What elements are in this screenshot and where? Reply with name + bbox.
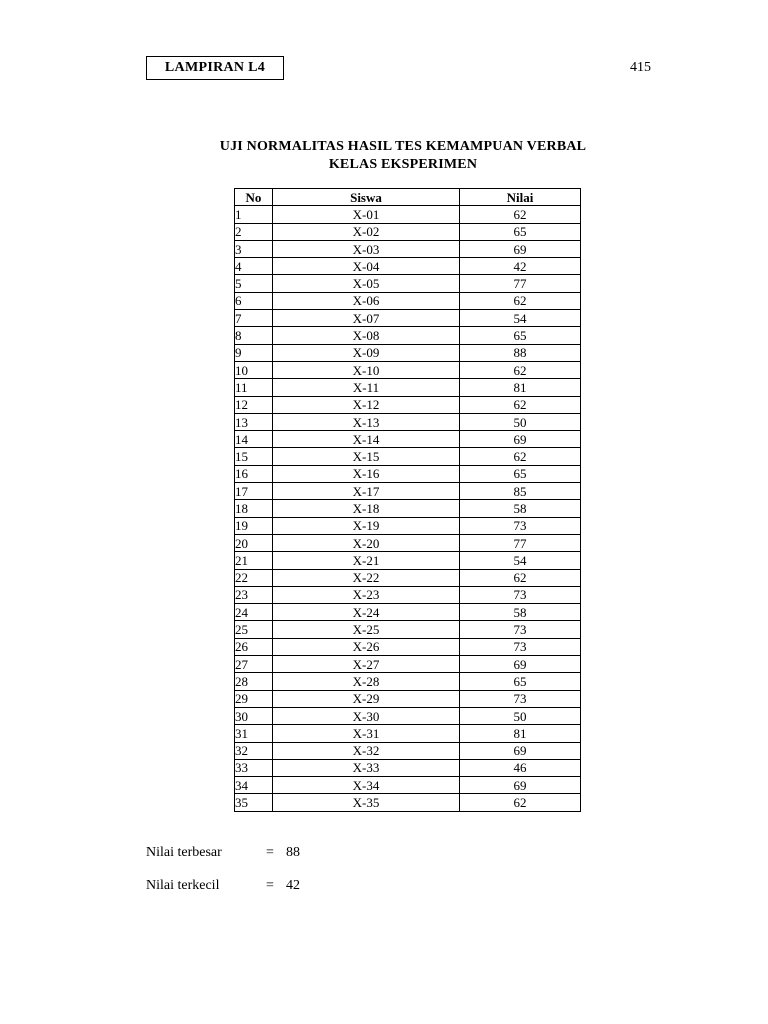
scores-table: [234, 188, 581, 812]
cell-siswa: X-19: [273, 517, 460, 534]
cell-siswa: X-16: [273, 465, 460, 482]
table-row: [235, 431, 581, 448]
cell-no: 3: [235, 240, 273, 257]
cell-siswa: X-15: [273, 448, 460, 465]
cell-siswa: X-22: [273, 569, 460, 586]
cell-no: 20: [235, 534, 273, 551]
table-row: [235, 223, 581, 240]
cell-no: 35: [235, 794, 273, 811]
cell-nilai: 62: [460, 569, 581, 586]
cell-no: 4: [235, 258, 273, 275]
cell-siswa: X-12: [273, 396, 460, 413]
cell-no: 14: [235, 431, 273, 448]
cell-no: 10: [235, 361, 273, 378]
document-title-line-2: KELAS EKSPERIMEN: [328, 157, 478, 172]
cell-nilai: 73: [460, 586, 581, 603]
cell-nilai: 46: [460, 759, 581, 776]
column-header-siswa: Siswa: [273, 189, 460, 206]
cell-siswa: X-21: [273, 552, 460, 569]
cell-nilai: 88: [460, 344, 581, 361]
cell-nilai: 73: [460, 690, 581, 707]
table-row: [235, 379, 581, 396]
cell-no: 6: [235, 292, 273, 309]
table-row: [235, 310, 581, 327]
cell-nilai: 50: [460, 707, 581, 724]
cell-nilai: 58: [460, 604, 581, 621]
cell-nilai: 69: [460, 240, 581, 257]
table-row: [235, 673, 581, 690]
cell-nilai: 62: [460, 794, 581, 811]
appendix-label: LAMPIRAN L4: [146, 56, 284, 80]
cell-no: 2: [235, 223, 273, 240]
cell-siswa: X-25: [273, 621, 460, 638]
cell-siswa: X-17: [273, 483, 460, 500]
cell-siswa: X-20: [273, 534, 460, 551]
cell-no: 23: [235, 586, 273, 603]
cell-nilai: 54: [460, 310, 581, 327]
cell-nilai: 85: [460, 483, 581, 500]
cell-no: 11: [235, 379, 273, 396]
cell-no: 5: [235, 275, 273, 292]
table-row: [235, 413, 581, 430]
table-row: [235, 725, 581, 742]
cell-no: 32: [235, 742, 273, 759]
summary-max-value: 88: [286, 845, 300, 860]
table-row: [235, 794, 581, 811]
cell-no: 30: [235, 707, 273, 724]
cell-no: 25: [235, 621, 273, 638]
cell-no: 7: [235, 310, 273, 327]
cell-nilai: 54: [460, 552, 581, 569]
cell-siswa: X-13: [273, 413, 460, 430]
cell-siswa: X-04: [273, 258, 460, 275]
cell-no: 26: [235, 638, 273, 655]
cell-nilai: 50: [460, 413, 581, 430]
cell-siswa: X-34: [273, 777, 460, 794]
cell-nilai: 69: [460, 431, 581, 448]
cell-nilai: 42: [460, 258, 581, 275]
cell-nilai: 69: [460, 777, 581, 794]
cell-siswa: X-07: [273, 310, 460, 327]
cell-nilai: 65: [460, 327, 581, 344]
cell-siswa: X-09: [273, 344, 460, 361]
cell-no: 24: [235, 604, 273, 621]
summary-min-label: Nilai terkecil: [146, 878, 220, 893]
cell-nilai: 73: [460, 621, 581, 638]
summary-min-value: 42: [286, 878, 300, 893]
cell-siswa: X-11: [273, 379, 460, 396]
document-title-line-1: UJI NORMALITAS HASIL TES KEMAMPUAN VERBAL: [219, 139, 587, 154]
cell-no: 13: [235, 413, 273, 430]
column-header-no: No: [235, 189, 273, 206]
page-number: 415: [630, 60, 651, 75]
cell-no: 21: [235, 552, 273, 569]
table-row: [235, 638, 581, 655]
table-row: [235, 534, 581, 551]
cell-siswa: X-01: [273, 206, 460, 223]
cell-siswa: X-24: [273, 604, 460, 621]
cell-no: 8: [235, 327, 273, 344]
cell-siswa: X-27: [273, 656, 460, 673]
cell-nilai: 73: [460, 517, 581, 534]
table-row: [235, 690, 581, 707]
cell-no: 9: [235, 344, 273, 361]
column-header-nilai: Nilai: [460, 189, 581, 206]
cell-siswa: X-33: [273, 759, 460, 776]
cell-no: 12: [235, 396, 273, 413]
summary-min: [146, 878, 300, 894]
cell-siswa: X-30: [273, 707, 460, 724]
table-row: [235, 777, 581, 794]
table-row: [235, 396, 581, 413]
cell-nilai: 62: [460, 206, 581, 223]
cell-nilai: 65: [460, 223, 581, 240]
cell-nilai: 58: [460, 500, 581, 517]
cell-siswa: X-28: [273, 673, 460, 690]
table-row: [235, 759, 581, 776]
cell-nilai: 77: [460, 275, 581, 292]
table-row: [235, 292, 581, 309]
cell-no: 33: [235, 759, 273, 776]
table-row: [235, 569, 581, 586]
cell-no: 1: [235, 206, 273, 223]
cell-nilai: 81: [460, 379, 581, 396]
cell-no: 22: [235, 569, 273, 586]
summary-max: [146, 845, 300, 861]
cell-nilai: 62: [460, 448, 581, 465]
table-row: [235, 275, 581, 292]
table-body: [235, 206, 581, 811]
table-row: [235, 344, 581, 361]
cell-siswa: X-26: [273, 638, 460, 655]
table-row: [235, 206, 581, 223]
cell-no: 19: [235, 517, 273, 534]
cell-siswa: X-18: [273, 500, 460, 517]
table-row: [235, 327, 581, 344]
table-row: [235, 621, 581, 638]
cell-no: 31: [235, 725, 273, 742]
cell-siswa: X-31: [273, 725, 460, 742]
cell-siswa: X-23: [273, 586, 460, 603]
table-row: [235, 707, 581, 724]
cell-nilai: 81: [460, 725, 581, 742]
cell-siswa: X-29: [273, 690, 460, 707]
table-row: [235, 604, 581, 621]
table-row: [235, 742, 581, 759]
cell-siswa: X-05: [273, 275, 460, 292]
table-row: [235, 500, 581, 517]
cell-siswa: X-08: [273, 327, 460, 344]
table-row: [235, 483, 581, 500]
cell-siswa: X-35: [273, 794, 460, 811]
cell-no: 15: [235, 448, 273, 465]
summary-min-equals: =: [266, 878, 274, 893]
cell-nilai: 62: [460, 361, 581, 378]
cell-no: 17: [235, 483, 273, 500]
table-row: [235, 258, 581, 275]
cell-no: 27: [235, 656, 273, 673]
table-row: [235, 517, 581, 534]
cell-siswa: X-14: [273, 431, 460, 448]
table-row: [235, 448, 581, 465]
cell-no: 18: [235, 500, 273, 517]
cell-nilai: 73: [460, 638, 581, 655]
cell-nilai: 62: [460, 396, 581, 413]
summary-max-equals: =: [266, 845, 274, 860]
cell-siswa: X-10: [273, 361, 460, 378]
cell-no: 28: [235, 673, 273, 690]
table-row: [235, 240, 581, 257]
table-row: [235, 586, 581, 603]
cell-siswa: X-03: [273, 240, 460, 257]
cell-nilai: 69: [460, 656, 581, 673]
cell-nilai: 65: [460, 465, 581, 482]
table-row: [235, 465, 581, 482]
cell-nilai: 77: [460, 534, 581, 551]
table-row: [235, 552, 581, 569]
cell-nilai: 65: [460, 673, 581, 690]
cell-no: 34: [235, 777, 273, 794]
cell-siswa: X-32: [273, 742, 460, 759]
cell-siswa: X-02: [273, 223, 460, 240]
cell-nilai: 69: [460, 742, 581, 759]
cell-no: 16: [235, 465, 273, 482]
cell-siswa: X-06: [273, 292, 460, 309]
table-row: [235, 656, 581, 673]
cell-nilai: 62: [460, 292, 581, 309]
cell-no: 29: [235, 690, 273, 707]
table-row: [235, 361, 581, 378]
table-header-row: [235, 189, 581, 206]
summary-max-label: Nilai terbesar: [146, 845, 222, 860]
